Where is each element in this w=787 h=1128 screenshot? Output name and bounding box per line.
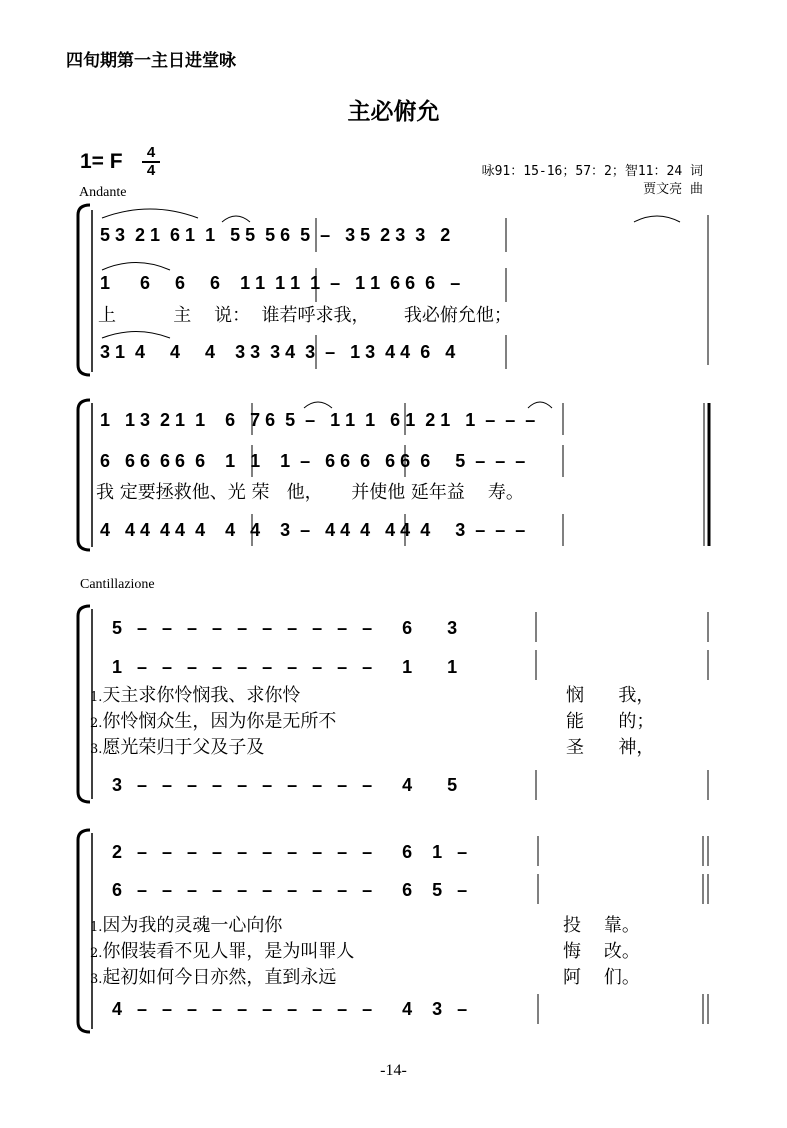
s3-alto: 1 – – – – – – – – – – 1 1 [112, 657, 458, 677]
credits-text: 咏91：15-16；57：2；智11：24 词 [481, 164, 703, 179]
verse-text: 起初如何今日亦然，直到永远 [102, 967, 337, 988]
verse-number: 2. [90, 946, 103, 961]
s4-verse-3-end: 阿 们。 [563, 967, 640, 988]
key-signature: 1= F [80, 150, 123, 173]
verse-text: 天主求你怜悯我、求你怜 [102, 685, 301, 706]
composer: 贾文亮 曲 [643, 182, 703, 197]
tempo-marking-andante: Andante [79, 185, 127, 200]
s4-soprano: 2 – – – – – – – – – – 6 1 – [112, 842, 468, 862]
s4-verse-1-end: 投 靠。 [563, 915, 640, 936]
s4-verse-1 [90, 914, 282, 940]
verse-number: 1. [90, 690, 103, 705]
s3-verse-1 [90, 684, 300, 710]
s4-verse-3 [90, 966, 336, 992]
s2-soprano: 1 1 3 2 1 1 6 7 6 5 – 1 1 1 6 1 2 1 1 – – – [100, 410, 536, 430]
s3-verse-3-end: 圣 神， [566, 737, 655, 758]
verse-text: 愿光荣归于父及子及 [102, 737, 265, 758]
verse-text: 你假装看不见人罪，是为叫罪人 [102, 941, 355, 962]
meter-top: 4 [146, 144, 156, 161]
s1-lyrics: 上 主 说： 谁若呼求我， 我必俯允他； [98, 305, 512, 326]
s1-alto: 1 6 6 6 1 1 1 1 1 – 1 1 6 6 6 – [100, 273, 461, 293]
s3-soprano: 5 – – – – – – – – – – 6 3 [112, 618, 458, 638]
verse-number: 2. [90, 716, 103, 731]
liturgical-header: 四旬期第一主日进堂咏 [66, 51, 236, 71]
s4-alto: 6 – – – – – – – – – – 6 5 – [112, 880, 468, 900]
page-number: -14- [380, 1062, 407, 1079]
page-title: 主必俯允 [347, 98, 440, 125]
s4-verse-2-end: 悔 改。 [563, 941, 640, 962]
s2-bass: 4 4 4 4 4 4 4 4 3 – 4 4 4 4 4 4 3 – – – [100, 520, 526, 540]
s2-alto: 6 6 6 6 6 6 1 1 1 – 6 6 6 6 6 6 5 – – – [100, 451, 526, 471]
s4-verse-2 [90, 940, 354, 966]
s1-soprano: 5 3 2 1 6 1 1 5 5 5 6 5 – 3 5 2 3 3 2 [100, 225, 451, 245]
s3-verse-2-end: 能 的； [566, 711, 655, 732]
s2-lyrics: 我 定要拯救他、光 荣 他， 并使他 延年益 寿。 [96, 482, 524, 503]
tempo-marking-cantillazione: Cantillazione [80, 577, 155, 592]
s3-verse-2 [90, 710, 336, 736]
s1-bass: 3 1 4 4 4 3 3 3 4 3 – 1 3 4 4 6 4 [100, 342, 456, 362]
s3-bass: 3 – – – – – – – – – – 4 5 [112, 775, 458, 795]
verse-text: 你怜悯众生，因为你是无所不 [102, 711, 337, 732]
meter-bottom: 4 [146, 162, 156, 179]
verse-number: 3. [90, 972, 103, 987]
s4-bass: 4 – – – – – – – – – – 4 3 – [112, 999, 468, 1019]
s3-verse-1-end: 悯 我， [566, 685, 655, 706]
verse-number: 3. [90, 742, 103, 757]
s3-verse-3 [90, 736, 264, 762]
verse-number: 1. [90, 920, 103, 935]
verse-text: 因为我的灵魂一心向你 [102, 915, 283, 936]
